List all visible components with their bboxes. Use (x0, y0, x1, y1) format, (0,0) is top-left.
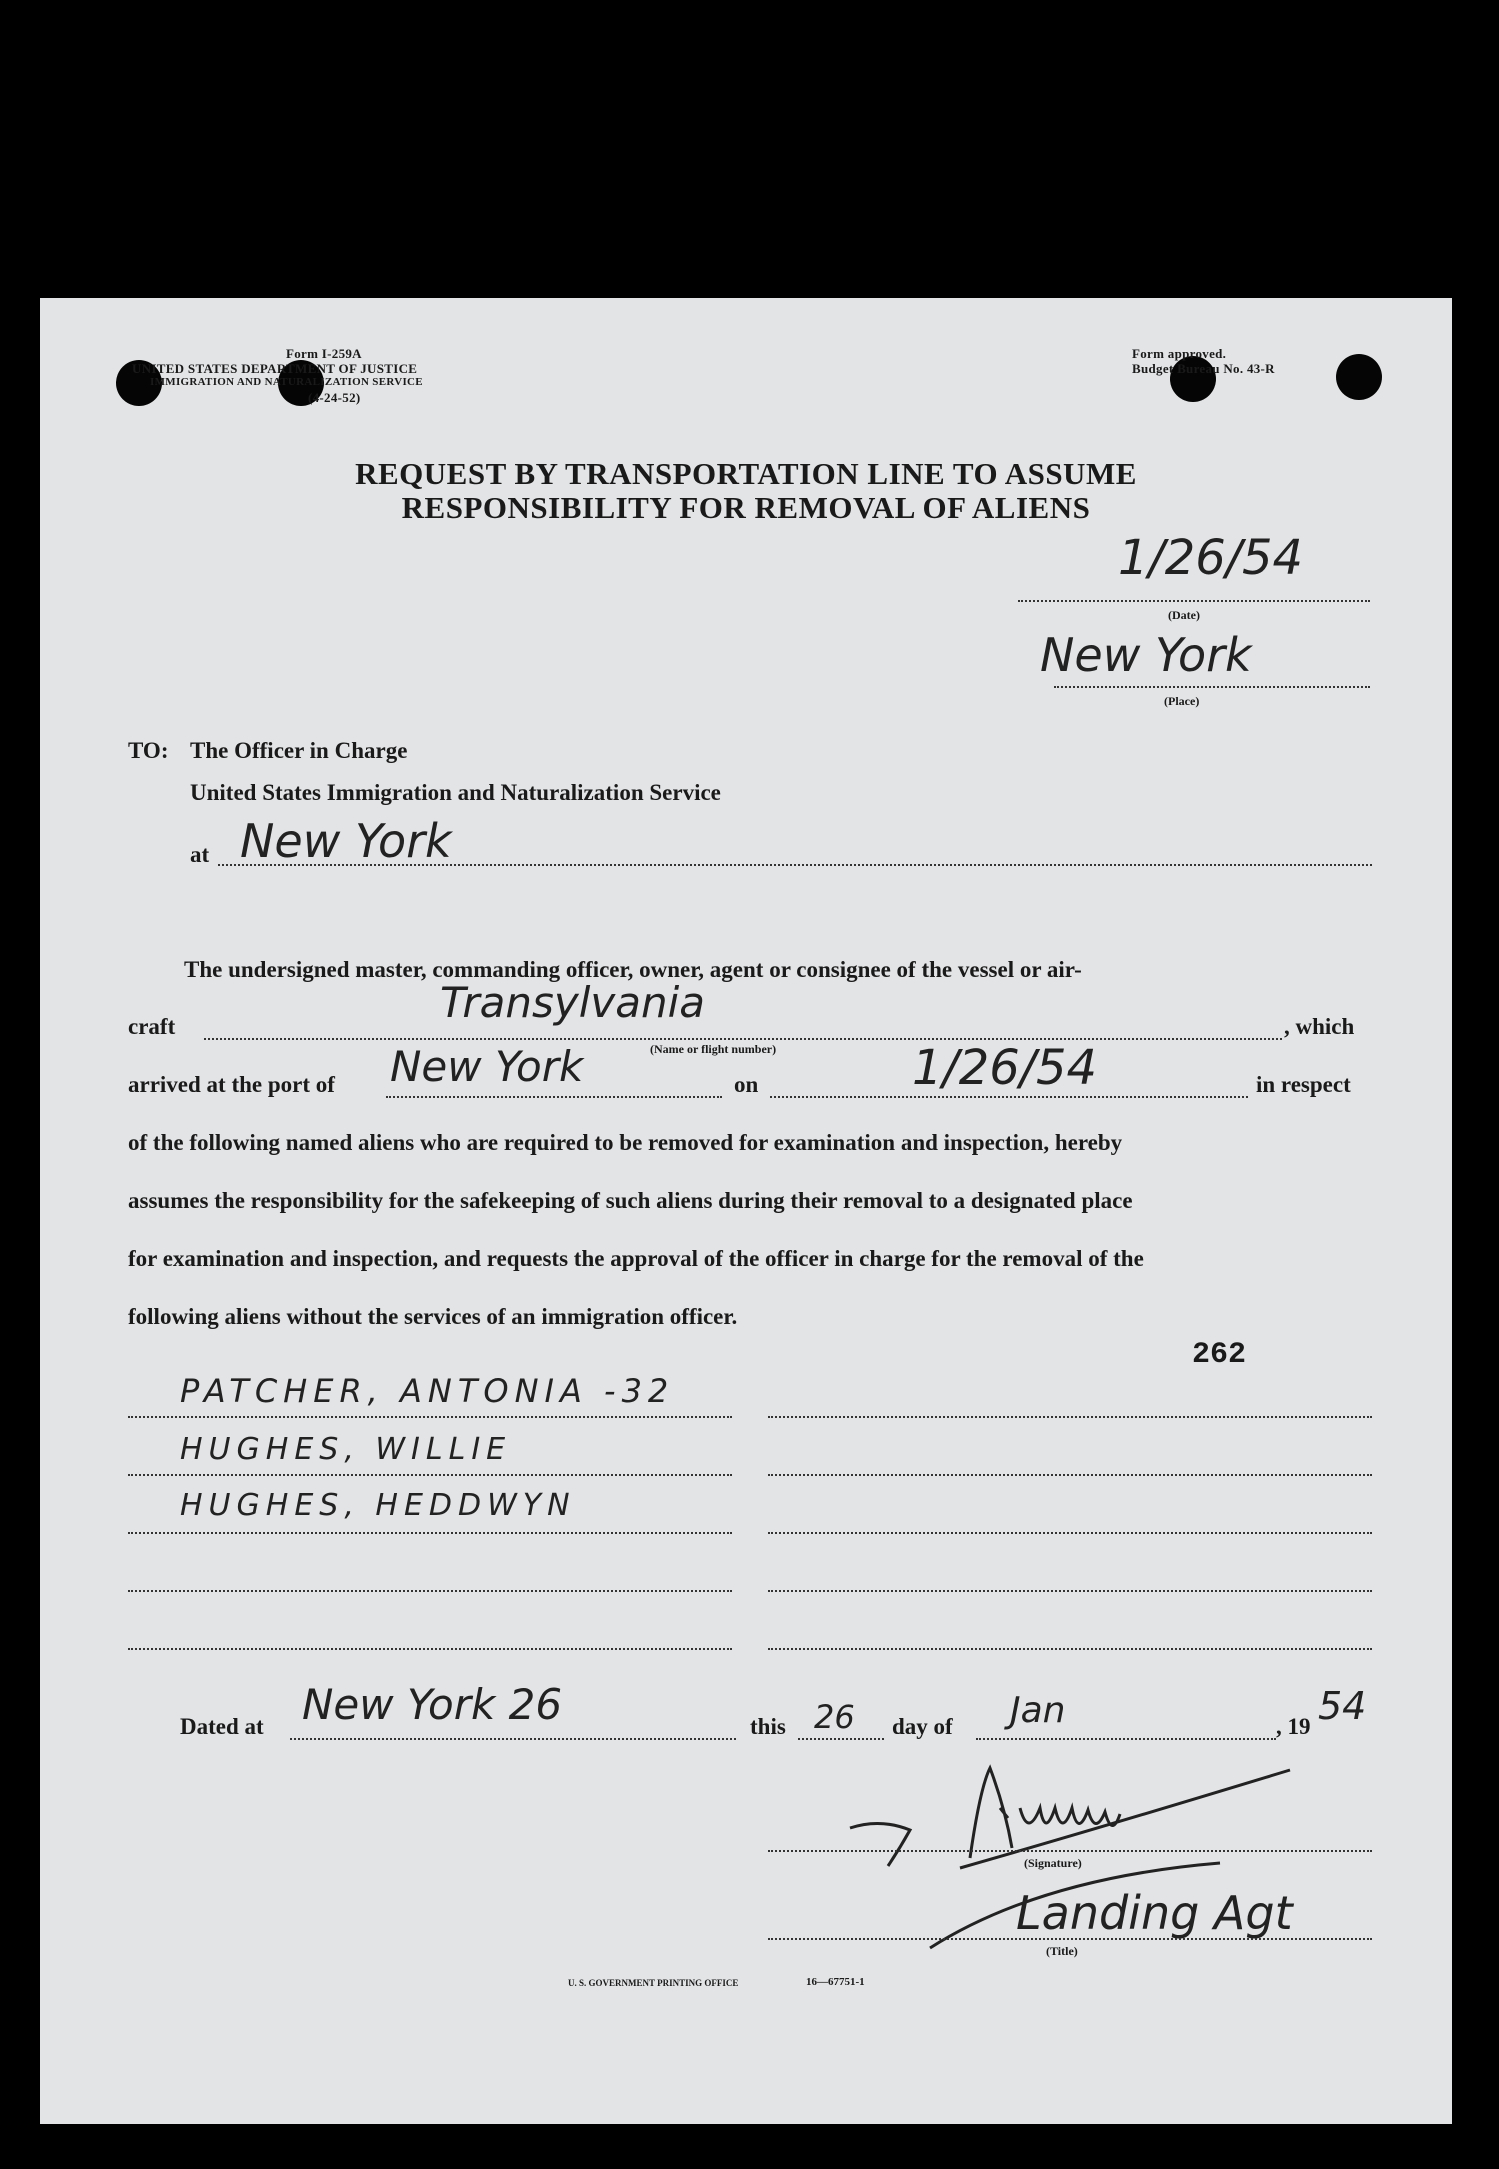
paragraph-line5: assumes the responsibility for the safekeeping of such aliens during their removal to a designated place (128, 1188, 1133, 1213)
service-line: IMMIGRATION AND NATURALIZATION SERVICE (150, 376, 423, 388)
title-caption: (Title) (1046, 1944, 1078, 1958)
alien-line-right (768, 1590, 1372, 1592)
at-label: at (190, 842, 210, 867)
paragraph-line4: of the following named aliens who are required to be removed for examination and inspection, hereby (128, 1130, 1123, 1155)
craft-line (204, 1038, 1282, 1040)
stamped-number: 262 (1192, 1338, 1247, 1372)
alien-line-right (768, 1532, 1372, 1534)
alien-name: HUGHES, WILLIE (180, 1432, 512, 1467)
handwritten-year: 54 (1318, 1684, 1367, 1728)
this-label: this (750, 1714, 786, 1739)
handwritten-port: New York (390, 1042, 584, 1091)
port-label: arrived at the port of (128, 1072, 335, 1097)
day-line (798, 1738, 884, 1740)
date-caption: (Date) (1168, 608, 1200, 622)
place-line (1054, 686, 1370, 688)
alien-name: HUGHES, HEDDWYN (180, 1488, 576, 1523)
title-line (768, 1938, 1372, 1940)
handwritten-dated-at: New York 26 (302, 1680, 563, 1729)
craft-label: craft (128, 1014, 176, 1039)
form-number: Form I-259A (286, 346, 362, 361)
printer-line: U. S. GOVERNMENT PRINTING OFFICE (568, 1978, 739, 1988)
handwritten-date: 1/26/54 (1118, 530, 1304, 586)
signature-line (768, 1850, 1372, 1852)
handwritten-arrival-date: 1/26/54 (912, 1040, 1098, 1096)
alien-line-left (128, 1590, 732, 1592)
handwritten-place: New York (1040, 628, 1252, 682)
handwritten-at-location: New York (240, 814, 452, 868)
revision-date: (4-24-52) (308, 390, 361, 405)
approval-line: Form approved. (1132, 346, 1227, 361)
department-line: UNITED STATES DEPARTMENT OF JUSTICE (132, 361, 418, 376)
form-code: 16—67751-1 (806, 1976, 865, 1988)
paragraph-line6: for examination and inspection, and requests the approval of the officer in charge for the removal of the (128, 1246, 1144, 1271)
to-label: TO: (128, 738, 169, 763)
form-title-line2: RESPONSIBILITY FOR REMOVAL OF ALIENS (401, 490, 1091, 525)
alien-line-left (128, 1416, 732, 1418)
signature-caption: (Signature) (1024, 1856, 1082, 1870)
place-caption: (Place) (1164, 694, 1200, 708)
alien-line-right (768, 1648, 1372, 1650)
form-title-line1: REQUEST BY TRANSPORTATION LINE TO ASSUME (355, 456, 1137, 491)
addressee-line1: The Officer in Charge (190, 738, 408, 763)
handwritten-title: Landing Agt (1016, 1886, 1293, 1940)
date-line (1018, 600, 1370, 602)
paragraph-line1: The undersigned master, commanding officer, owner, agent or consignee of the vessel or air- (184, 957, 1082, 982)
alien-name: PATCHER, ANTONIA -32 (180, 1372, 675, 1410)
alien-line-left (128, 1648, 732, 1650)
handwritten-month: Jan (1010, 1690, 1066, 1731)
handwritten-day: 26 (814, 1698, 855, 1736)
on-label: on (734, 1072, 759, 1097)
alien-line-right (768, 1474, 1372, 1476)
alien-line-left (128, 1474, 732, 1476)
dated-at-line (290, 1738, 736, 1740)
port-line (386, 1096, 722, 1098)
which-label: , which (1284, 1014, 1355, 1039)
budget-bureau-line: Budget Bureau No. 43-R (1132, 361, 1275, 376)
at-line (218, 864, 1372, 866)
dated-at-label: Dated at (180, 1714, 264, 1739)
punch-hole (1336, 354, 1382, 400)
paragraph-line7: following aliens without the services of an immigration officer. (128, 1304, 738, 1329)
alien-line-right (768, 1416, 1372, 1418)
respect-label: in respect (1256, 1072, 1351, 1097)
vessel-caption: (Name or flight number) (650, 1042, 777, 1056)
on-line (770, 1096, 1248, 1098)
year-prefix: , 19 (1276, 1714, 1311, 1739)
day-of-label: day of (892, 1714, 953, 1739)
alien-line-left (128, 1532, 732, 1534)
addressee-line2: United States Immigration and Naturalization Service (190, 780, 721, 805)
handwritten-vessel-name: Transylvania (440, 978, 706, 1027)
month-line (976, 1738, 1276, 1740)
form-paper (40, 298, 1452, 2124)
